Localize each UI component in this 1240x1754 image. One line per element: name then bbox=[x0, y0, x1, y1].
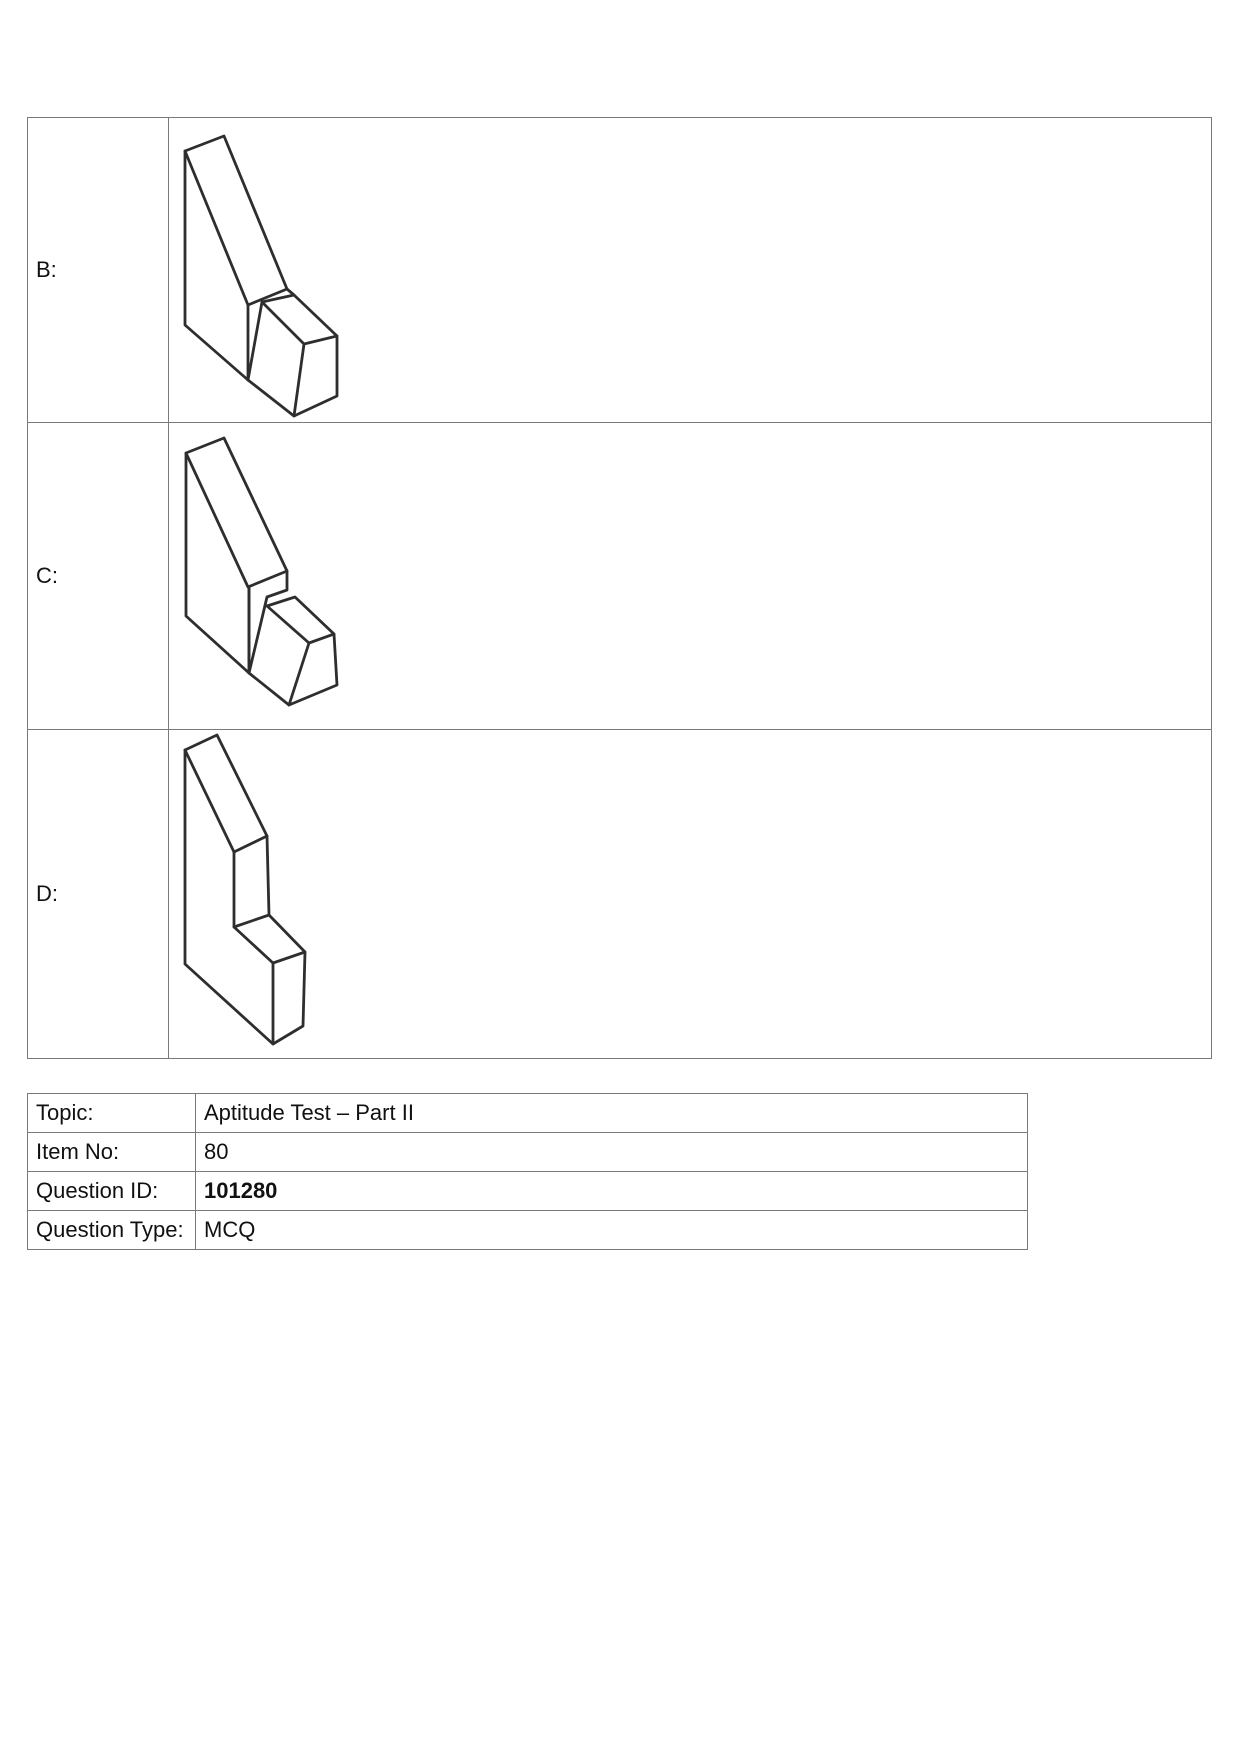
option-row-b[interactable] bbox=[28, 118, 1212, 423]
fig-d-edge-3 bbox=[273, 952, 305, 963]
isometric-block-d-figure bbox=[169, 730, 469, 1058]
fig-c-top-slope-face bbox=[186, 438, 287, 587]
option-label-b: B: bbox=[28, 118, 169, 423]
item-no-value: 80 bbox=[196, 1133, 1028, 1172]
options-table bbox=[27, 117, 1212, 1059]
fig-b-top-slope-face bbox=[185, 136, 287, 305]
option-figure-b bbox=[169, 118, 1212, 423]
question-id-label: Question ID: bbox=[28, 1172, 196, 1211]
fig-c-step bbox=[249, 571, 287, 673]
fig-b-edge-2 bbox=[262, 302, 304, 344]
fig-b-edge-3 bbox=[304, 336, 337, 344]
fig-d-edge-2 bbox=[234, 927, 273, 963]
fig-b-edge-1 bbox=[248, 302, 262, 380]
meta-row-topic bbox=[28, 1094, 1028, 1133]
meta-row-qtype bbox=[28, 1211, 1028, 1250]
topic-value: Aptitude Test – Part II bbox=[196, 1094, 1028, 1133]
option-row-c[interactable] bbox=[28, 423, 1212, 730]
fig-d-top-slope-face bbox=[185, 735, 267, 852]
fig-b-side-face bbox=[185, 151, 248, 380]
option-row-d[interactable] bbox=[28, 730, 1212, 1059]
question-meta-table bbox=[27, 1093, 1028, 1250]
option-figure-c bbox=[169, 423, 1212, 730]
fig-c-edge-2 bbox=[267, 606, 309, 643]
option-figure-d bbox=[169, 730, 1212, 1059]
option-label-c: C: bbox=[28, 423, 169, 730]
fig-c-edge-3 bbox=[309, 634, 334, 643]
item-no-label: Item No: bbox=[28, 1133, 196, 1172]
option-label-d: D: bbox=[28, 730, 169, 1059]
meta-row-item bbox=[28, 1133, 1028, 1172]
fig-d-edge-1 bbox=[267, 836, 269, 915]
question-type-label: Question Type: bbox=[28, 1211, 196, 1250]
meta-row-qid bbox=[28, 1172, 1028, 1211]
question-type-value: MCQ bbox=[196, 1211, 1028, 1250]
fig-b-edge-4 bbox=[294, 344, 304, 416]
topic-label: Topic: bbox=[28, 1094, 196, 1133]
fig-c-side-face bbox=[186, 453, 249, 673]
isometric-block-c-figure bbox=[169, 423, 469, 729]
question-id-value: 101280 bbox=[196, 1172, 1028, 1211]
isometric-block-b-figure bbox=[169, 118, 469, 422]
fig-c-edge-4 bbox=[289, 643, 309, 705]
fig-b-edge-5 bbox=[287, 289, 294, 295]
